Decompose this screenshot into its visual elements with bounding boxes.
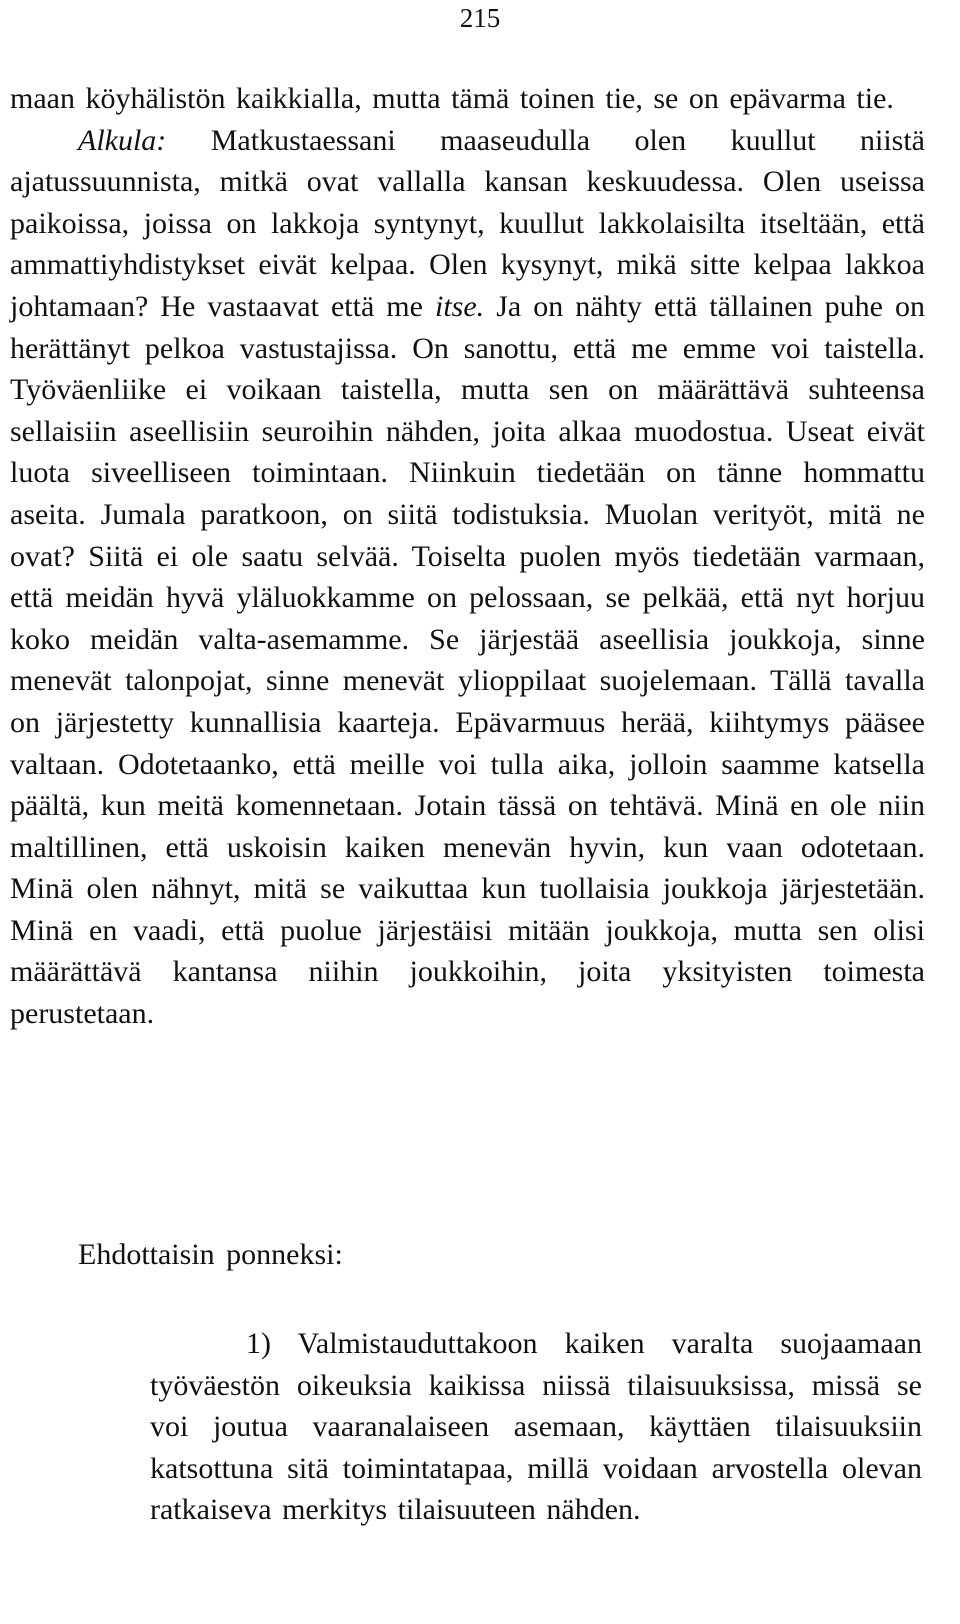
paragraph-speech — [10, 120, 925, 1035]
page-number: 215 — [459, 3, 501, 33]
speaker-name: Alkula: — [78, 123, 167, 157]
body-text — [10, 78, 925, 1035]
speech-text-part-2: Ja on nähty että tällainen puhe on herättänyt pelkoa vastustajissa. On sanottu, että me emme voi taistella. Työväenliike ei voikaan taistella, mutta sen on määrättävä suhteensa sellaisiin aseellisiin seuroihin nähden, joita alkaa muodostua. Useat eivät luota siveelliseen toimintaan. Niinkuin tiedetään on tänne hommattu aseita. Jumala paratkoon, on siitä todistuksia. Muolan verityöt, mitä ne ovat? Siitä ei ole saatu selvää. Toiselta puolen myös tiedetään varmaan, että meidän hyvä yläluokkamme on pelossaan, se pelkää, että nyt horjuu koko meidän valta-asemamme. Se järjestää aseellisia joukkoja, sinne menevät talonpojat, sinne menevät ylioppilaat suojelemaan. Tällä tavalla on järjestetty kunnallisia kaarteja. Epävarmuus herää, kiihtymys pääsee valtaan. Odotetaanko, että meille voi tulla aika, jolloin saamme katsella päältä, kun meitä komennetaan. Jotain tässä on tehtävä. Minä en ole niin maltillinen, että uskoisin kaiken menevän hyvin, kun vaan odotetaan. Minä olen nähnyt, mitä se vaikuttaa kun tuollaisia joukkoja järjestetään. Minä en vaadi, että puolue järjestäisi mitään joukkoja, mutta sen olisi määrättävä kantansa niihin joukkoihin, joita yksityisten toimesta perustetaan. — [10, 289, 925, 1031]
paragraph-continuation: maan köyhälistön kaikkialla, mutta tämä toinen tie, se on epävarma tie. — [10, 82, 894, 115]
proposal-intro: Ehdottaisin ponneksi: — [78, 1238, 343, 1271]
emphasized-word: itse. — [435, 289, 485, 323]
speech-text-part-1: Matkustaessani maaseudulla olen kuullut niistä ajatussuunnista, mitkä ovat vallalla kansan keskuudessa. Olen useissa paikoissa, joissa on lakkoja syntynyt, kuullut lakkolaisilta itseltään, että ammattiyhdistykset eivät kelpaa. Olen kysynyt, mikä sitte kelpaa lakkoa johtamaan? He vastaavat että me — [10, 123, 925, 323]
proposal-item: 1) Valmistauduttakoon kaiken varalta suojaamaan työväestön oikeuksia kaikissa niissä tilaisuuksissa, missä se voi joutua vaaranalaiseen asemaan, käyttäen tilaisuuksiin katsottuna sitä toimintatapaa, millä voidaan arvostella olevan ratkaiseva merkitys tilaisuuteen nähden. — [150, 1327, 922, 1526]
